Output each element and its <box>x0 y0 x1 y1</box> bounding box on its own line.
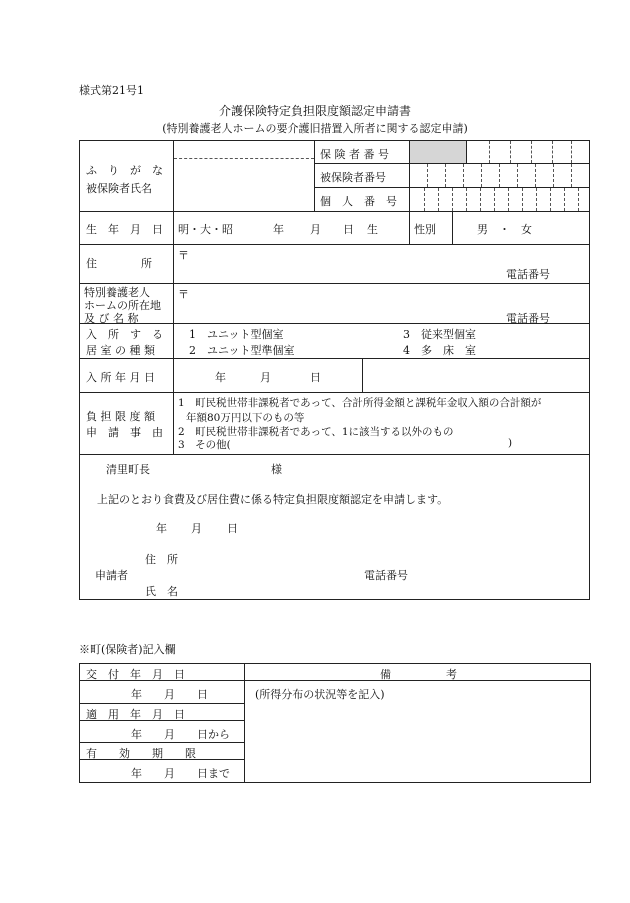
room-option-3[interactable]: 3 従来型個室 <box>403 328 476 341</box>
facility-label-line1: 特別養護老人 <box>84 286 150 299</box>
admission-month-unit: 月 <box>260 371 271 384</box>
address-phone-label: 電話番号 <box>506 268 550 281</box>
insured-name-field[interactable] <box>175 160 313 210</box>
declaration-month-unit: 月 <box>191 522 202 535</box>
declaration-year-unit: 年 <box>156 522 167 535</box>
form-title: 介護保険特定負担限度額認定申請書 <box>218 104 411 118</box>
personal-number-label: 個 人 番 号 <box>320 195 397 208</box>
reason-option-1-line1[interactable]: 1 町民税世帯非課税者であって、合計所得金額と課税年金収入額の合計額が <box>178 397 542 409</box>
room-type-label-line2: 居 室 の 種 類 <box>86 344 155 357</box>
applicant-address-label: 住 所 <box>145 553 178 566</box>
room-option-1[interactable]: 1 ユニット型個室 <box>189 328 284 341</box>
facility-postal-mark: 〒 <box>178 288 189 301</box>
birth-date-label: 生 年 月 日 <box>86 223 163 236</box>
reason-option-2[interactable]: 2 町民税世帯非課税者であって、1に該当する以外のもの <box>178 426 454 438</box>
remarks-label: 備 考 <box>380 668 457 681</box>
applied-date-value[interactable]: 年 月 日から <box>131 728 230 741</box>
furigana-field[interactable] <box>175 142 313 157</box>
applied-date-label: 適 用 年 月 日 <box>86 708 185 721</box>
gender-options[interactable]: 男 ・ 女 <box>477 223 532 236</box>
admission-year-unit: 年 <box>215 371 226 384</box>
remarks-field[interactable] <box>246 700 588 780</box>
address-postal-mark: 〒 <box>178 249 189 262</box>
insured-number-label: 被保険者番号 <box>320 171 386 184</box>
birth-year-unit: 年 <box>273 223 284 236</box>
applicant-name-label: 氏 名 <box>145 585 178 598</box>
reason-option-3-close: ) <box>508 437 513 449</box>
facility-label-line3: 及 び 名 称 <box>84 312 139 325</box>
insurer-number-label: 保 険 者 番 号 <box>320 148 389 161</box>
issue-date-label: 交 付 年 月 日 <box>86 668 185 681</box>
address-label: 住 所 <box>86 257 152 270</box>
reason-label-line2: 申 請 事 由 <box>86 426 163 439</box>
mayor-name: 清里町長 <box>106 463 150 476</box>
valid-until-value[interactable]: 年 月 日まで <box>131 767 230 780</box>
reason-option-1-line2: 年額80万円以下のもの等 <box>186 412 305 424</box>
reason-label-line1: 負 担 限 度 額 <box>86 410 155 423</box>
office-section-title: ※町(保険者)記入欄 <box>79 643 176 656</box>
birth-day-unit: 日 <box>343 223 354 236</box>
admission-day-unit: 日 <box>310 371 321 384</box>
room-option-4[interactable]: 4 多 床 室 <box>403 344 476 357</box>
birth-born-unit: 生 <box>367 223 378 236</box>
birth-month-unit: 月 <box>310 223 321 236</box>
valid-until-label: 有 効 期 限 <box>86 747 196 760</box>
reason-option-3[interactable]: 3 その他( <box>178 439 231 451</box>
gender-label: 性別 <box>414 223 436 236</box>
remarks-note: (所得分布の状況等を記入) <box>255 688 385 701</box>
applicant-phone-label: 電話番号 <box>364 569 408 582</box>
furigana-label: ふ り が な <box>86 164 163 177</box>
declaration-day-unit: 日 <box>227 522 238 535</box>
room-type-label-line1: 入 所 す る <box>86 328 163 341</box>
facility-phone-label: 電話番号 <box>506 312 550 325</box>
insured-name-label: 被保険者氏名 <box>86 182 152 195</box>
declaration-statement: 上記のとおり食費及び居住費に係る特定負担限度額認定を申請します。 <box>97 493 449 506</box>
era-options[interactable]: 明・大・昭 <box>178 223 233 236</box>
room-option-2[interactable]: 2 ユニット型準個室 <box>189 344 295 357</box>
facility-label-line2: ホームの所在地 <box>84 299 161 312</box>
issue-date-value[interactable]: 年 月 日 <box>131 688 208 701</box>
honorific: 様 <box>271 463 282 476</box>
applicant-label: 申請者 <box>95 569 128 582</box>
form-number: 様式第21号1 <box>79 84 144 97</box>
admission-date-label: 入 所 年 月 日 <box>86 371 155 384</box>
form-subtitle: (特別養護老人ホームの要介護旧措置入所者に関する認定申請) <box>162 122 468 135</box>
